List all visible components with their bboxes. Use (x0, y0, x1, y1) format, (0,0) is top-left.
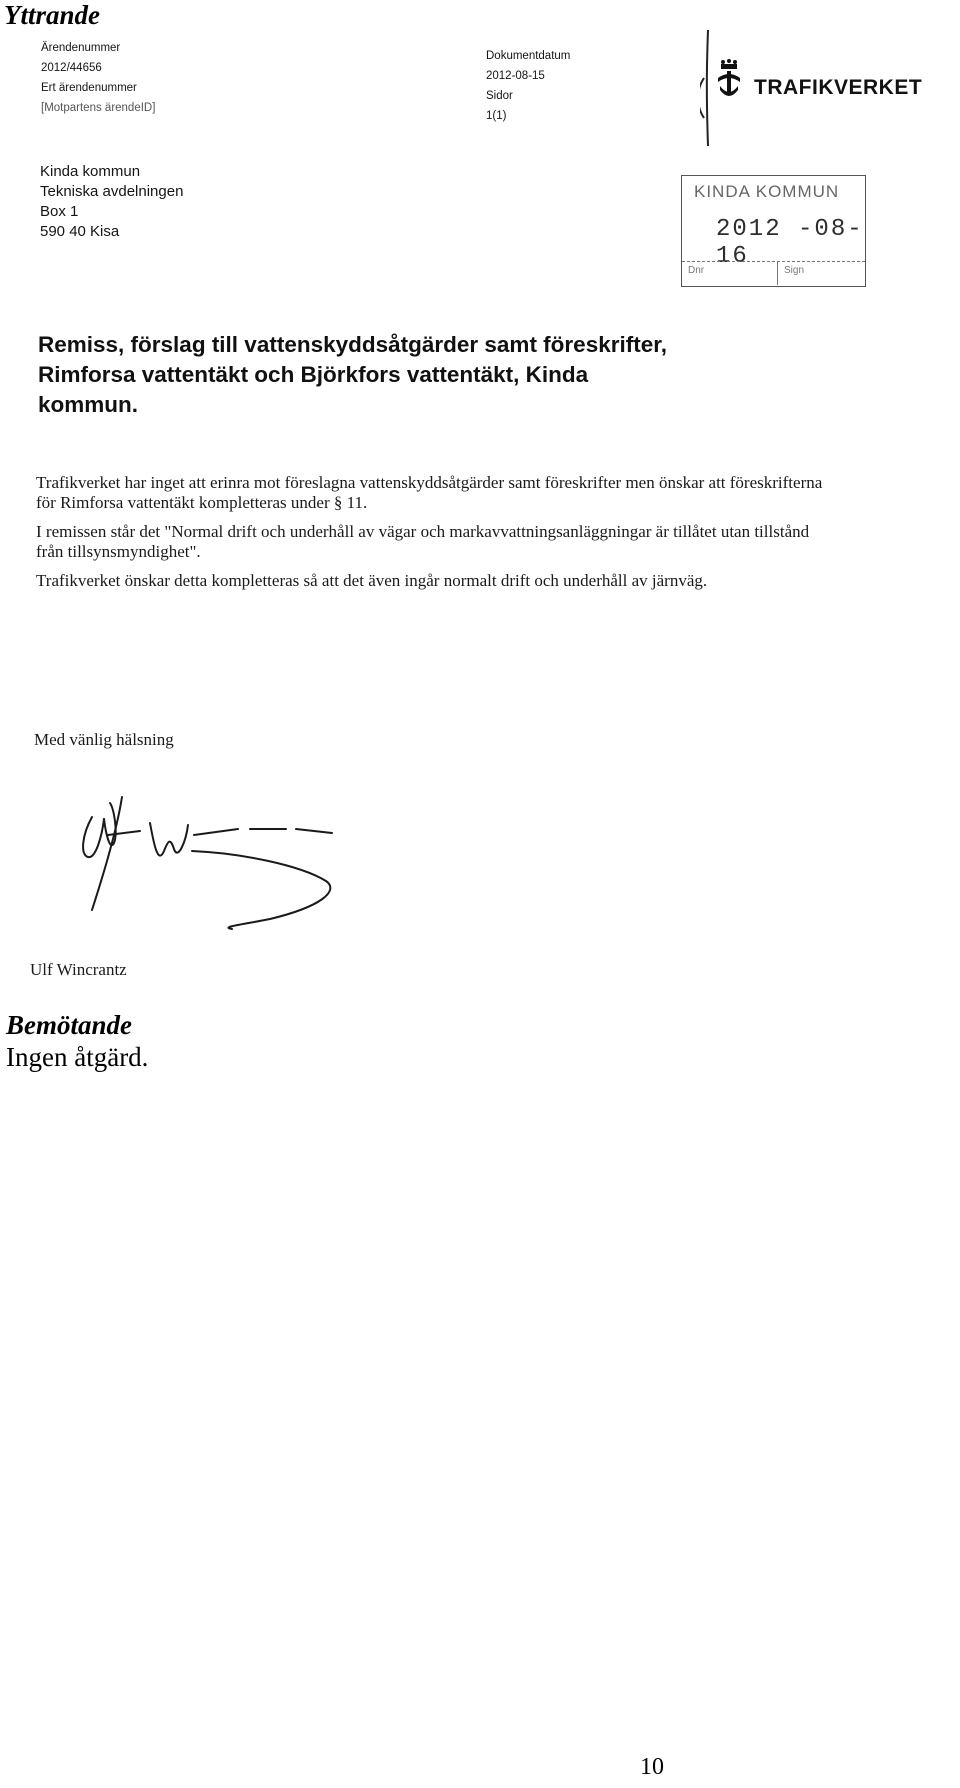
handwritten-signature (70, 795, 370, 945)
stamp-fields (682, 261, 865, 286)
stamp-dnr-label: Dnr (688, 265, 705, 276)
document-date-label: Dokumentdatum (486, 50, 571, 62)
body-paragraph-1: Trafikverket har inget att erinra mot föreslagna vattenskyddsåtgärder samt föreskrifter men önskar att föreskrifterna för Rimforsa vattentäkt kompletteras under § 11. (36, 473, 823, 512)
logo-wordmark: TRAFIKVERKET (754, 76, 923, 99)
stamp-header: KINDA KOMMUN (694, 182, 840, 201)
trafikverket-logo (700, 28, 950, 148)
pages-label: Sidor (486, 90, 513, 102)
page-number: 10 (640, 1754, 664, 1780)
letter-body (36, 473, 826, 600)
received-stamp (681, 175, 866, 287)
recipient-box: Box 1 (40, 203, 79, 220)
title-line-3: kommun. (38, 392, 139, 417)
case-metadata (41, 38, 261, 118)
yttrande-heading: Yttrande (4, 0, 101, 30)
document-metadata (486, 46, 636, 126)
body-paragraph-3: Trafikverket önskar detta kompletteras så att det även ingår normalt drift och underhåll av järnväg. (36, 571, 708, 590)
pages-count: 1(1) (486, 110, 507, 122)
case-number: 2012/44656 (41, 62, 102, 74)
signer-name: Ulf Wincrantz (30, 960, 127, 979)
recipient-address (40, 162, 300, 242)
title-line-2: Rimforsa vattentäkt och Björkfors vattentäkt, Kinda (38, 362, 589, 387)
recipient-postal: 590 40 Kisa (40, 223, 120, 240)
closing-greeting: Med vänlig hälsning (34, 730, 174, 749)
bemotande-heading: Bemötande (6, 1010, 132, 1040)
body-paragraph-2: I remissen står det "Normal drift och underhåll av vägar och markavvattningsanläggningar är tillåtet utan tillstånd från tillsynsmyndighet". (36, 522, 810, 561)
stamp-date: 2012 -08- 16 (716, 216, 864, 270)
your-case-number-label: Ert ärendenummer (41, 82, 137, 94)
letter-title (38, 330, 918, 420)
case-number-label: Ärendenummer (41, 42, 121, 54)
title-line-1: Remiss, förslag till vattenskyddsåtgärder samt föreskrifter, (38, 332, 667, 357)
stamp-sign-label: Sign (777, 262, 804, 285)
document-date: 2012-08-15 (486, 70, 545, 82)
recipient-department: Tekniska avdelningen (40, 183, 184, 200)
answer-text: Ingen åtgärd. (6, 1042, 149, 1072)
counterpart-case-id: [Motpartens ärendeID] (41, 102, 156, 114)
recipient-name: Kinda kommun (40, 163, 141, 180)
